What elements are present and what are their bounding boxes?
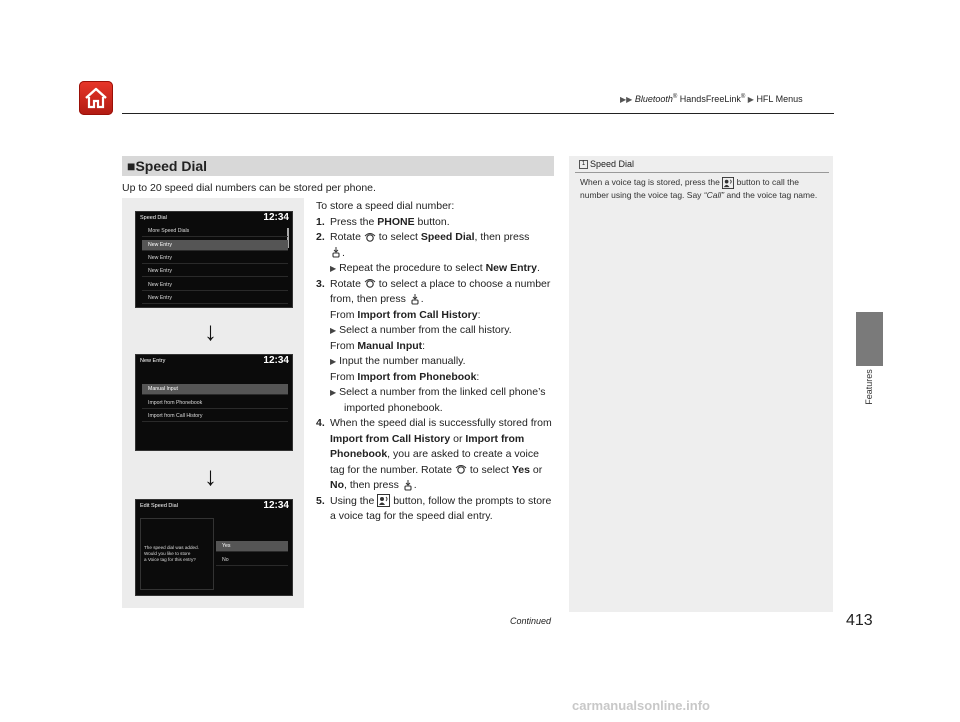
step-text: to select	[375, 231, 421, 243]
note-text-italic: “Call”	[703, 189, 725, 200]
step-text: or	[450, 432, 466, 445]
note-panel	[569, 156, 833, 612]
menu-item[interactable]: New Entry	[142, 266, 288, 277]
screen-title: Edit Speed Dial	[140, 503, 178, 509]
message-text	[144, 545, 199, 563]
screen-clock: 12:34	[263, 212, 289, 223]
down-arrow-icon: ↓	[204, 461, 217, 491]
step-text: From	[330, 339, 358, 352]
breadcrumb-hfl-menus: HFL Menus	[756, 94, 803, 104]
sub-arrow-icon: ▶	[330, 357, 337, 366]
note-rule	[575, 172, 829, 173]
step-text: :	[422, 339, 426, 352]
sub-arrow-icon: ▶	[330, 326, 337, 335]
step-text: to select a place to choose a number from, then press	[330, 277, 551, 305]
menu-item-selected[interactable]: Manual Input	[142, 384, 288, 395]
step-text: Press the	[330, 215, 378, 228]
breadcrumb-sup: ®	[740, 94, 746, 100]
steps-lead: To store a speed dial number:	[316, 200, 455, 212]
step-3-sub-1	[316, 323, 556, 339]
note-marker: 1	[579, 160, 588, 169]
step-bold: Import from Call History	[357, 308, 478, 321]
step-text: .	[420, 293, 424, 305]
step-text: .	[342, 246, 345, 259]
step-text: Using the	[330, 494, 378, 507]
step-text: , then press	[474, 231, 530, 243]
breadcrumb-arrow-icon: ▶▶	[620, 95, 633, 104]
interface-dial-press-icon	[402, 480, 414, 491]
step-bold: Manual Input	[357, 339, 423, 352]
watermark: carmanualsonline.info	[572, 698, 710, 713]
menu-item[interactable]: New Entry	[142, 293, 288, 304]
message-line: The speed dial was added.	[144, 545, 199, 550]
step-number: 2.	[316, 231, 325, 243]
step-2-sub	[316, 261, 556, 277]
step-bold: PHONE	[377, 215, 415, 228]
step-number: 4.	[316, 417, 325, 429]
screen-title: New Entry	[140, 358, 166, 364]
step-3-sub-3	[316, 385, 556, 416]
step-text: , then press	[344, 479, 402, 491]
step-bold: No	[330, 479, 344, 491]
interface-dial-press-icon	[409, 294, 421, 305]
menu-item[interactable]: New Entry	[142, 253, 288, 264]
step-number: 1.	[316, 215, 325, 228]
step-bold: Yes	[511, 463, 530, 476]
interface-dial-rotate-icon	[455, 464, 467, 475]
features-tab[interactable]	[856, 312, 883, 366]
intro-text: Up to 20 speed dial numbers can be stored per phone.	[122, 182, 376, 194]
step-text: Repeat the procedure to select	[339, 262, 486, 274]
breadcrumb-arrow-icon: ▶	[747, 95, 754, 104]
option-yes[interactable]: Yes	[216, 541, 288, 552]
step-3-sub-2	[316, 354, 556, 370]
step-text: :	[476, 370, 480, 383]
step-bold: Import from Phonebook	[330, 432, 525, 460]
step-text: button, follow the prompts to store a voice tag for the speed dial entry.	[330, 494, 552, 522]
step-2	[316, 230, 556, 261]
note-title-text: Speed Dial	[590, 159, 635, 169]
step-number: 3.	[316, 277, 325, 290]
breadcrumb	[620, 94, 803, 104]
continued-label: Continued	[510, 616, 552, 626]
step-text: Select a number from the linked cell phone’s imported phonebook.	[339, 386, 546, 414]
home-icon	[79, 81, 113, 115]
step-text: From	[330, 308, 358, 321]
step-text: Rotate	[330, 277, 364, 290]
message-line: a Voice tag for this entry?	[144, 557, 196, 562]
interface-dial-rotate-icon	[364, 278, 376, 289]
step-text: :	[477, 308, 481, 321]
section-title-text: Speed Dial	[135, 158, 208, 174]
features-tab-label: Features	[864, 369, 874, 405]
interface-dial-rotate-icon	[364, 232, 376, 243]
step-5	[316, 494, 556, 525]
message-line: Would you like to store	[144, 551, 191, 556]
screen-speed-dial	[135, 211, 293, 308]
step-4	[316, 416, 556, 494]
section-title	[127, 158, 207, 174]
step-3-from-3	[316, 370, 556, 386]
step-text: .	[536, 262, 540, 274]
step-bold: Speed Dial	[420, 231, 475, 243]
step-text: Rotate	[330, 231, 364, 243]
menu-item[interactable]: Import from Phonebook	[142, 398, 288, 409]
screen-new-entry	[135, 354, 293, 451]
step-3	[316, 277, 556, 324]
down-arrow-icon: ↓	[204, 316, 217, 346]
screen-clock: 12:34	[263, 355, 289, 366]
step-bold: Import from Call History	[330, 432, 451, 445]
section-square-icon: ■	[127, 158, 136, 174]
note-text-part: and the voice tag name.	[724, 189, 818, 200]
step-text: Input the number manually.	[339, 355, 466, 367]
header-rule	[122, 113, 834, 114]
menu-item-selected[interactable]: New Entry	[142, 240, 288, 251]
step-text: , you are asked to create a voice tag for the number. Rotate	[330, 448, 539, 476]
step-bold: Import from Phonebook	[357, 370, 477, 383]
breadcrumb-sup: ®	[672, 94, 678, 100]
screen-clock: 12:34	[263, 500, 289, 511]
interface-dial-press-icon	[330, 247, 342, 258]
talk-button-icon	[722, 177, 734, 189]
breadcrumb-bluetooth: Bluetooth	[634, 94, 673, 104]
note-text-part: When a voice tag is stored, press the	[580, 177, 723, 187]
step-text: .	[413, 479, 417, 491]
home-button[interactable]	[79, 81, 113, 115]
breadcrumb-handsfreelink: HandsFreeLink	[679, 94, 741, 104]
page-number: 413	[846, 612, 873, 629]
note-text-part: button to call the number using the voice tag. Say	[580, 177, 799, 200]
menu-item[interactable]: More Speed Dials	[142, 226, 288, 237]
sub-arrow-icon: ▶	[330, 264, 337, 273]
talk-button-icon	[377, 494, 390, 507]
screen-title: Speed Dial	[140, 215, 167, 221]
step-text: When the speed dial is successfully stored from	[330, 417, 552, 429]
option-no[interactable]: No	[216, 555, 288, 566]
step-number: 5.	[316, 494, 325, 507]
step-text: From	[330, 370, 358, 383]
step-bold: New Entry	[485, 262, 537, 274]
step-text: or	[529, 463, 543, 476]
menu-item[interactable]: Import from Call History	[142, 411, 288, 422]
step-3-from-2	[316, 339, 556, 355]
steps-text	[316, 199, 556, 525]
menu-item[interactable]: New Entry	[142, 280, 288, 291]
step-1	[316, 215, 556, 231]
note-title	[579, 159, 634, 169]
sub-arrow-icon: ▶	[330, 388, 337, 397]
screen-edit-speed-dial	[135, 499, 293, 596]
message-box	[140, 518, 214, 590]
note-text	[580, 176, 826, 201]
step-text: Select a number from the call history.	[339, 324, 512, 336]
step-text: to select	[466, 463, 512, 476]
step-text: button.	[414, 215, 450, 228]
